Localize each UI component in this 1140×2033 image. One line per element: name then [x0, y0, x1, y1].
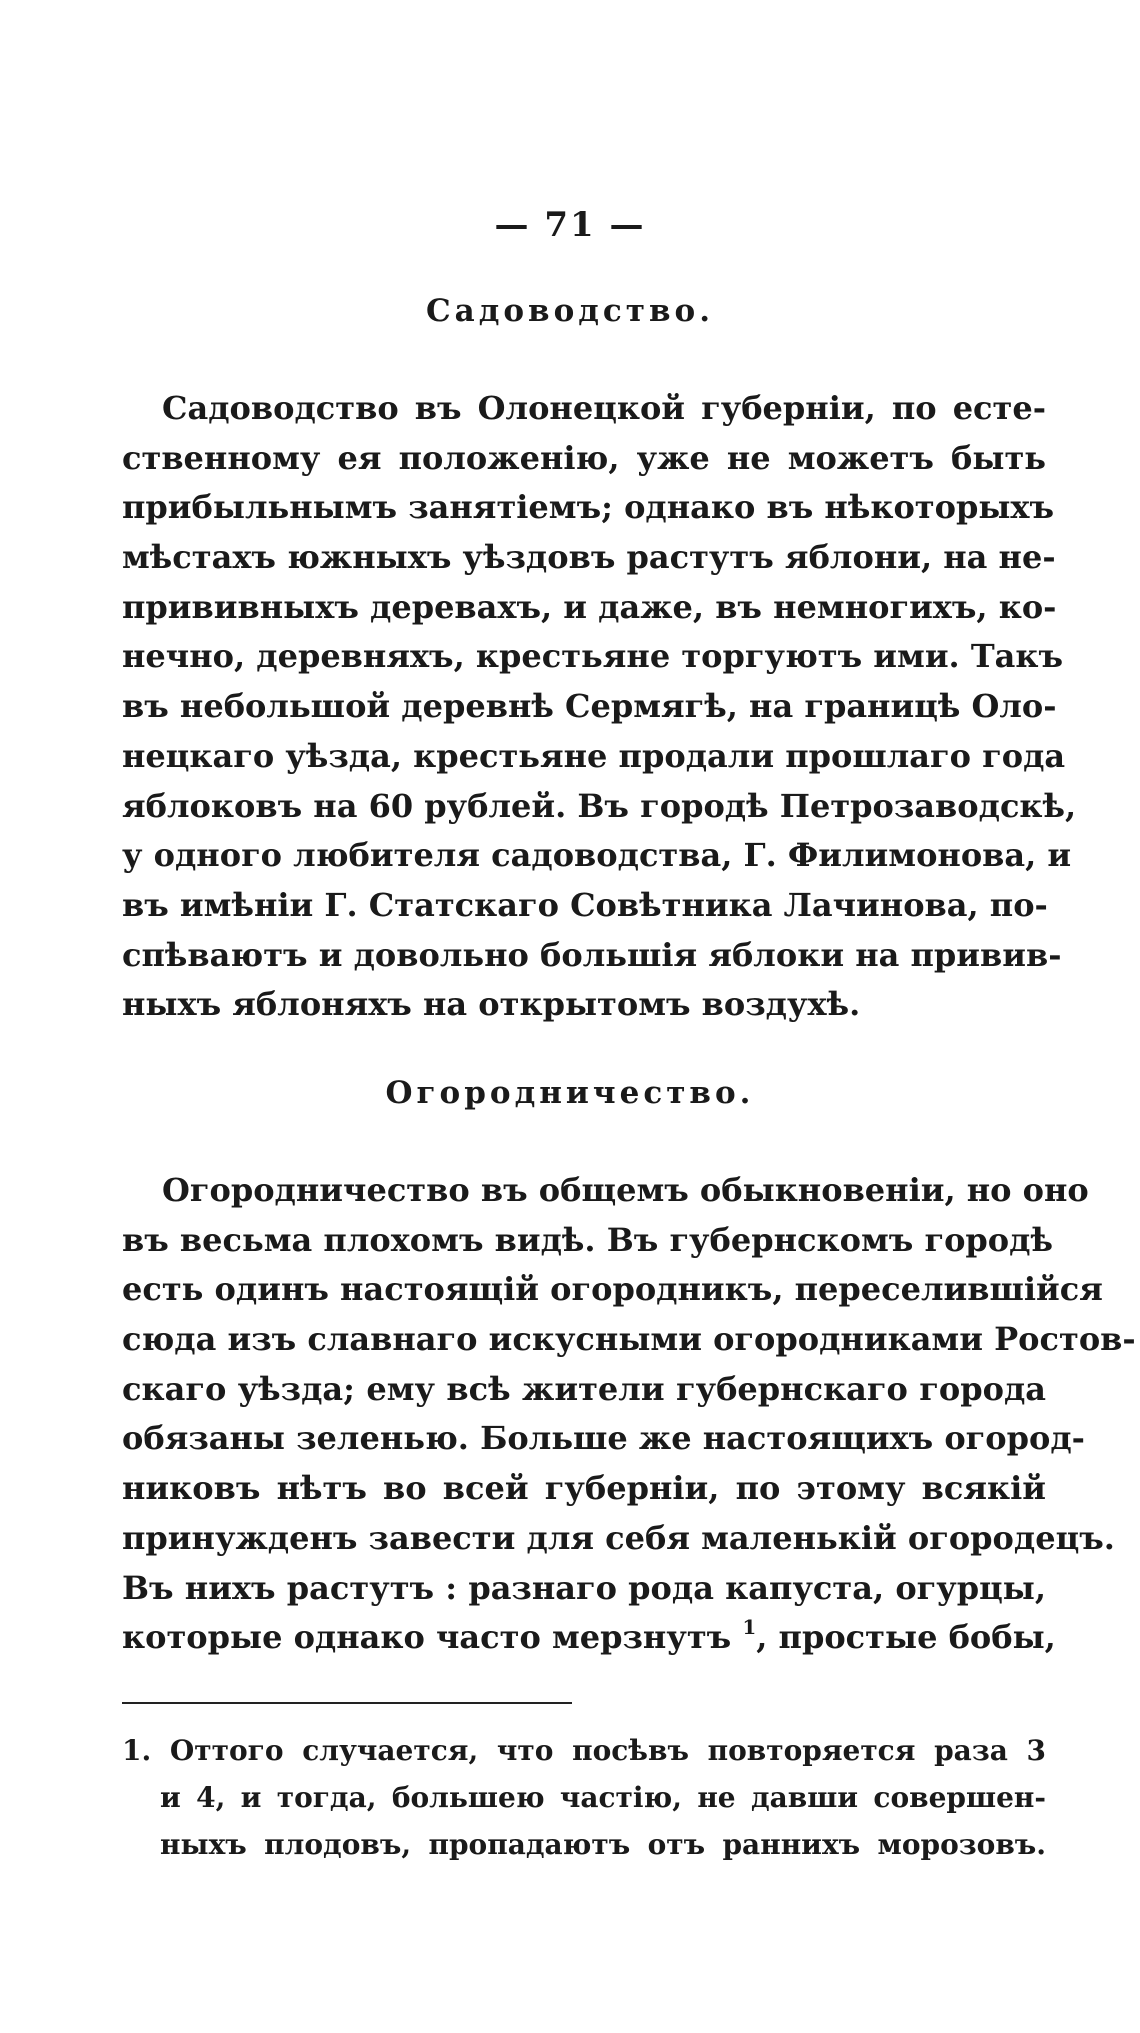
text-line: принужденъ завести для себя маленькій огородецъ.: [122, 1518, 1115, 1557]
page-number: — 71 —: [494, 205, 646, 245]
text-line: ственному ея положенію, уже не можетъ быть: [122, 438, 1046, 477]
text-line: Огородничество въ общемъ обыкновеніи, но оно: [162, 1171, 1089, 1209]
text-line: прививныхъ деревахъ, и даже, въ немногихъ, ко-: [122, 587, 1057, 626]
footnote-line: 1. Оттого случается, что посѣвъ повторяется раза 3: [122, 1734, 1046, 1767]
text-line: никовъ нѣтъ во всей губерніи, по этому всякій: [122, 1469, 1046, 1508]
text-line: нечно, деревняхъ, крестьяне торгуютъ ими. Такъ: [122, 637, 1064, 676]
footnote-line: и 4, и тогда, большею частію, не давши совершен-: [160, 1781, 1046, 1814]
section-heading-vegetable-gardening: Огородничество.: [385, 1075, 755, 1111]
text-span: которые однако часто мерзнутъ: [122, 1618, 743, 1657]
text-line: скаго уѣзда; ему всѣ жители губернскаго города: [122, 1369, 1046, 1408]
text-line: въ весьма плохомъ видѣ. Въ губернскомъ городѣ: [122, 1220, 1053, 1259]
text-line: въ небольшой деревнѣ Сермягѣ, на границѣ Оло-: [122, 687, 1057, 726]
footnote-divider: [122, 1702, 572, 1704]
text-line: ныхъ яблоняхъ на открытомъ воздухѣ.: [122, 985, 861, 1024]
text-line: Садоводство въ Олонецкой губерніи, по есте-: [162, 389, 1046, 427]
text-line-with-footnote: [122, 1613, 1056, 1663]
paragraph-gardening: [122, 384, 1077, 1030]
text-line: спѣваютъ и довольно большія яблоки на привив-: [122, 935, 1062, 974]
section-heading-gardening: Садоводство.: [425, 293, 715, 329]
text-line: сюда изъ славнаго искусными огородниками Ростов-: [122, 1320, 1136, 1359]
text-line: яблоковъ на 60 рублей. Въ городѣ Петрозаводскѣ,: [122, 786, 1077, 825]
text-line: мѣстахъ южныхъ уѣздовъ растутъ яблони, на не-: [122, 538, 1056, 577]
text-line: нецкаго уѣзда, крестьяне продали прошлаго года: [122, 736, 1066, 775]
text-line: въ имѣніи Г. Статскаго Совѣтника Лачинова, по-: [122, 885, 1048, 924]
text-line: Въ нихъ растутъ : разнаго рода капуста, огурцы,: [122, 1568, 1046, 1607]
text-span: , простые бобы,: [756, 1618, 1056, 1657]
text-line: прибыльнымъ занятіемъ; однако въ нѣкоторыхъ: [122, 488, 1055, 527]
text-line: обязаны зеленью. Больше же настоящихъ огород-: [122, 1419, 1085, 1458]
text-line: есть одинъ настоящій огородникъ, переселившійся: [122, 1270, 1103, 1309]
text-line: у одного любителя садоводства, Г. Филимонова, и: [122, 836, 1072, 875]
footnote-line: ныхъ плодовъ, пропадаютъ отъ раннихъ морозовъ.: [160, 1828, 1046, 1861]
footnote: [122, 1727, 1046, 1868]
paragraph-vegetable-gardening: [122, 1166, 1136, 1663]
footnote-reference: 1: [742, 1615, 757, 1640]
